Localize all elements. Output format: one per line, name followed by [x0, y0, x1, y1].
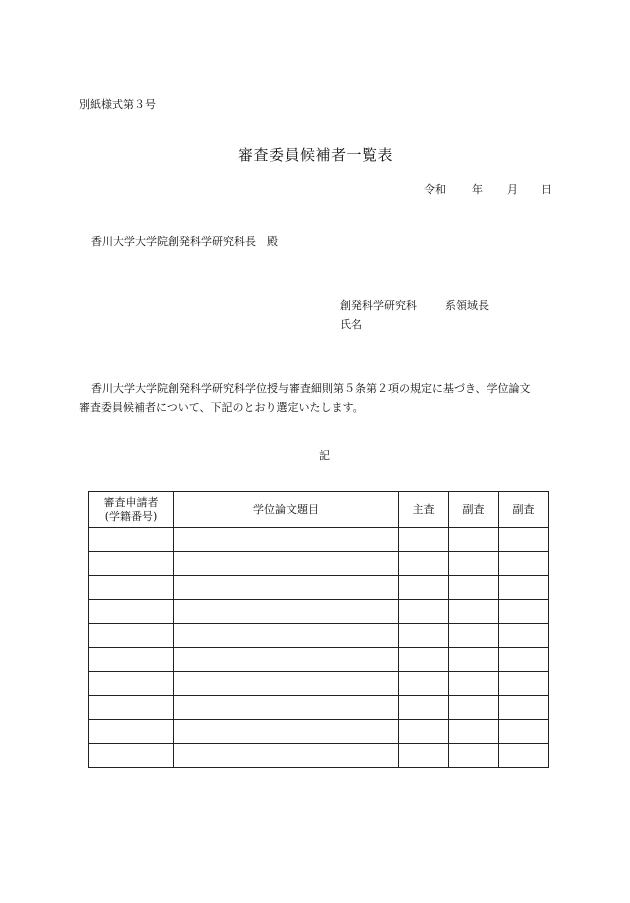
header-applicant-line2: (学籍番号): [104, 509, 158, 523]
sub-examiner-1-cell[interactable]: [449, 576, 499, 600]
sub-examiner-1-cell[interactable]: [449, 672, 499, 696]
table-row: [89, 744, 549, 768]
header-sub-examiner-1: 副査: [449, 492, 499, 528]
table-row: [89, 648, 549, 672]
table-row: [89, 672, 549, 696]
applicant-cell[interactable]: [89, 528, 174, 552]
table-body: [89, 528, 549, 768]
date-year: 年: [472, 183, 483, 196]
ki-heading: 記: [319, 449, 330, 462]
sender-role: 系領域長: [445, 299, 489, 312]
date-day: 日: [541, 183, 552, 196]
chief-examiner-cell[interactable]: [399, 672, 449, 696]
applicant-cell[interactable]: [89, 624, 174, 648]
sub-examiner-2-cell[interactable]: [499, 600, 549, 624]
date-month: 月: [507, 183, 518, 196]
thesis-title-cell[interactable]: [174, 744, 399, 768]
sub-examiner-1-cell[interactable]: [449, 600, 499, 624]
sub-examiner-1-cell[interactable]: [449, 744, 499, 768]
applicant-cell[interactable]: [89, 744, 174, 768]
header-chief-examiner: 主査: [399, 492, 449, 528]
table-row: [89, 576, 549, 600]
chief-examiner-cell[interactable]: [399, 576, 449, 600]
sub-examiner-1-cell[interactable]: [449, 624, 499, 648]
body-line-1: 香川大学大学院創発科学研究科学位授与審査細則第５条第２項の規定に基づき、学位論文: [91, 382, 531, 395]
table-row: [89, 528, 549, 552]
sub-examiner-2-cell[interactable]: [499, 528, 549, 552]
table-row: [89, 696, 549, 720]
applicant-cell[interactable]: [89, 672, 174, 696]
table-header-row: [89, 492, 549, 528]
page-title: 審査委員候補者一覧表: [238, 146, 394, 164]
table-row: [89, 600, 549, 624]
header-applicant: [89, 492, 174, 528]
header-thesis-title: 学位論文題目: [174, 492, 399, 528]
sub-examiner-1-cell[interactable]: [449, 696, 499, 720]
addressee: 香川大学大学院創発科学研究科長 殿: [91, 235, 278, 248]
chief-examiner-cell[interactable]: [399, 696, 449, 720]
thesis-title-cell[interactable]: [174, 696, 399, 720]
sub-examiner-2-cell[interactable]: [499, 696, 549, 720]
sub-examiner-2-cell[interactable]: [499, 720, 549, 744]
applicant-cell[interactable]: [89, 576, 174, 600]
sub-examiner-2-cell[interactable]: [499, 576, 549, 600]
chief-examiner-cell[interactable]: [399, 600, 449, 624]
thesis-title-cell[interactable]: [174, 528, 399, 552]
thesis-title-cell[interactable]: [174, 552, 399, 576]
form-number: 別紙様式第３号: [79, 98, 156, 111]
sub-examiner-2-cell[interactable]: [499, 552, 549, 576]
chief-examiner-cell[interactable]: [399, 624, 449, 648]
thesis-title-cell[interactable]: [174, 600, 399, 624]
sender-department: 創発科学研究科: [340, 299, 417, 312]
chief-examiner-cell[interactable]: [399, 744, 449, 768]
table-row: [89, 720, 549, 744]
header-applicant-line1: 審査申請者: [103, 495, 159, 509]
sub-examiner-1-cell[interactable]: [449, 528, 499, 552]
sub-examiner-1-cell[interactable]: [449, 720, 499, 744]
header-sub-examiner-2: 副査: [499, 492, 549, 528]
applicant-cell[interactable]: [89, 552, 174, 576]
sub-examiner-2-cell[interactable]: [499, 744, 549, 768]
body-line-2: 審査委員候補者について、下記のとおり選定いたします。: [79, 401, 364, 414]
thesis-title-cell[interactable]: [174, 720, 399, 744]
date-era: 令和: [424, 183, 446, 196]
thesis-title-cell[interactable]: [174, 624, 399, 648]
applicant-cell[interactable]: [89, 648, 174, 672]
sub-examiner-2-cell[interactable]: [499, 672, 549, 696]
chief-examiner-cell[interactable]: [399, 552, 449, 576]
chief-examiner-cell[interactable]: [399, 648, 449, 672]
chief-examiner-cell[interactable]: [399, 720, 449, 744]
sub-examiner-2-cell[interactable]: [499, 648, 549, 672]
sub-examiner-1-cell[interactable]: [449, 552, 499, 576]
sender-name-label: 氏名: [340, 318, 362, 331]
thesis-title-cell[interactable]: [174, 672, 399, 696]
table-row: [89, 552, 549, 576]
sub-examiner-1-cell[interactable]: [449, 648, 499, 672]
applicant-cell[interactable]: [89, 600, 174, 624]
applicant-cell[interactable]: [89, 720, 174, 744]
applicant-cell[interactable]: [89, 696, 174, 720]
chief-examiner-cell[interactable]: [399, 528, 449, 552]
sub-examiner-2-cell[interactable]: [499, 624, 549, 648]
thesis-title-cell[interactable]: [174, 648, 399, 672]
table-row: [89, 624, 549, 648]
candidate-table: [88, 491, 549, 768]
thesis-title-cell[interactable]: [174, 576, 399, 600]
